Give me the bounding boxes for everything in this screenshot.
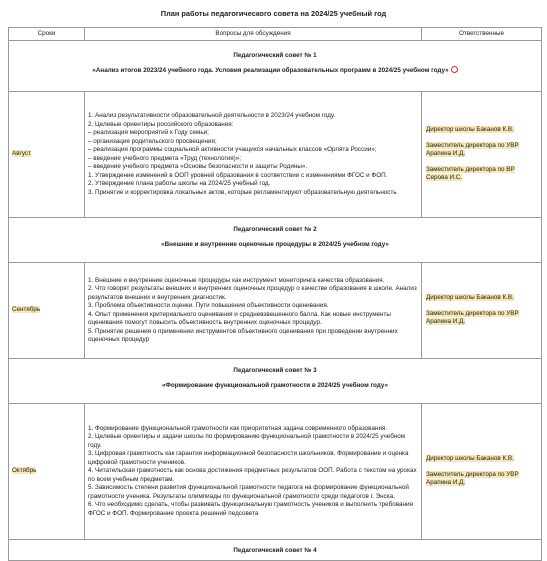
list-item: 1. Формирование функциональной грамотности как приоритетная задача современного образования. — [88, 424, 388, 432]
list-item: 3. Проблема объективности оценки. Пути повышения объективности оценивания. — [88, 302, 329, 309]
month-cell — [9, 263, 85, 359]
council-number: Педагогический совет № 3 — [233, 367, 317, 374]
council-number: Педагогический совет № 1 — [233, 51, 317, 59]
list-item: – введение учебного предмета «Труд (технология)»; — [88, 154, 242, 162]
page-title: План работы педагогического совета на 2024/25 учебный год — [160, 9, 387, 18]
list-item: – реализация мероприятий к Году семьи; — [88, 129, 209, 136]
list-item: 4. Опыт применения критериального оценивания и средневзвешенного балла. Как новые инструменты оценивания помогут повысить объективность внутренних оценочных процедур. — [88, 310, 391, 326]
list-item: 5. Принятие решения о применении инструментов объективного оценивания при проведении внутренних оценочных процедур — [88, 327, 398, 343]
list-item: 2. Целевые ориентиры российского образования: — [88, 120, 234, 128]
questions-cell — [85, 92, 422, 218]
header-responsible: Ответственные — [422, 28, 542, 41]
list-item: 2. Целевые ориентиры и задачи школы по формированию функциональной грамотности в 2024/25 учебном году. — [88, 433, 406, 449]
council-number: Педагогический совет № 4 — [233, 547, 317, 555]
list-item: – организация родительского просвещения; — [88, 137, 217, 145]
responsible-person: Заместитель директора по ВР Серова И.С. — [426, 165, 515, 182]
header-terms: Сроки — [9, 28, 85, 41]
list-item: 1. Утверждение изменений в ООП уровней образования в соответствии с изменениями ФГОС и ФОП. — [88, 171, 388, 179]
list-item: 5. Зависимость степени развития функциональной грамотности педагога на формирование функциональной грамотности ученика. Результаты олимпиады по функциональной грамотности среди педагогов г. Энска. — [88, 484, 409, 500]
responsible-person: Директор школы Баканов К.В. — [426, 126, 514, 134]
questions-cell — [85, 404, 422, 540]
council-heading-row — [9, 41, 542, 92]
council-content-row — [9, 404, 542, 540]
council-number: Педагогический совет № 2 — [233, 226, 317, 233]
council-topic: «Формирование функциональной грамотности в 2024/25 учебном году» — [161, 381, 389, 389]
map-pin-icon — [451, 66, 458, 73]
responsible-person: Директор школы Баканов К.В. — [426, 294, 514, 302]
list-item: – реализация программы социальной активности учащихся начальных классов «Орлята России»; — [88, 146, 377, 153]
responsible-cell — [422, 404, 542, 540]
council-content-row — [9, 92, 542, 218]
month-label: Октябрь — [12, 467, 37, 475]
questions-cell — [85, 263, 422, 359]
responsible-cell — [422, 263, 542, 359]
responsible-person: Заместитель директора по УВР Арапина И.Д. — [426, 309, 519, 326]
table-header-row — [9, 28, 542, 41]
month-label: Сентябрь — [12, 306, 41, 314]
list-item: 3. Цифровая грамотность как гарантия информационной безопасности школьников. Формирование и оценка цифровой грамотности учеников. — [88, 450, 409, 466]
council-topic: «Анализ итогов 2023/24 учебного года. Условия реализации образовательных программ в 2024/25 учебном году» — [92, 67, 449, 74]
list-item: 2. Что говорят результаты внешних и внутренних оценочных процедур о качестве образования в школе. Анализ результатов внешних и внутренних диагностик. — [88, 285, 417, 301]
council-content-row — [9, 263, 542, 359]
list-item: – введение учебного предмета «Основы безопасности и защиты Родины». — [88, 163, 308, 170]
list-item: 6. Что необходимо сделать, чтобы развивать функциональную грамотность учеников и выполнить требования ФГОС и ФОП. Формирование проекта решений педсовета — [88, 501, 413, 517]
month-cell — [9, 92, 85, 218]
council-heading-row — [9, 359, 542, 404]
list-item: 3. Принятие и корректировка локальных актов, которые регламентируют образовательную деятельность — [88, 188, 397, 196]
council-heading-row — [9, 218, 542, 263]
header-questions: Вопросы для обсуждения — [85, 28, 422, 41]
list-item: 1. Внешние и внутренние оценочные процедуры как инструмент мониторинга качества образования. — [88, 276, 385, 284]
work-plan-table — [8, 27, 542, 561]
responsible-cell — [422, 92, 542, 218]
month-cell — [9, 404, 85, 540]
responsible-person: Заместитель директора по УВР Арапина И.Д. — [426, 141, 519, 158]
list-item: 4. Читательская грамотность как основа достижения предметных результатов ООП. Работа с текстом на уроках по всем учебным предметам. — [88, 467, 417, 483]
list-item: 2. Утверждение плана работы школы на 2024/25 учебный год. — [88, 180, 271, 187]
month-label: Август — [12, 150, 31, 158]
council-topic: «Внешние и внутренние оценочные процедуры в 2024/25 учебном году» — [161, 240, 389, 248]
responsible-person: Директор школы Баканов К.В. — [426, 455, 514, 463]
responsible-person: Заместитель директора по УВР Арапина И.Д. — [426, 470, 519, 487]
list-item: 1. Анализ результативности образовательной деятельности в 2023/24 учебном году. — [88, 112, 336, 119]
council-heading-row — [9, 540, 542, 561]
